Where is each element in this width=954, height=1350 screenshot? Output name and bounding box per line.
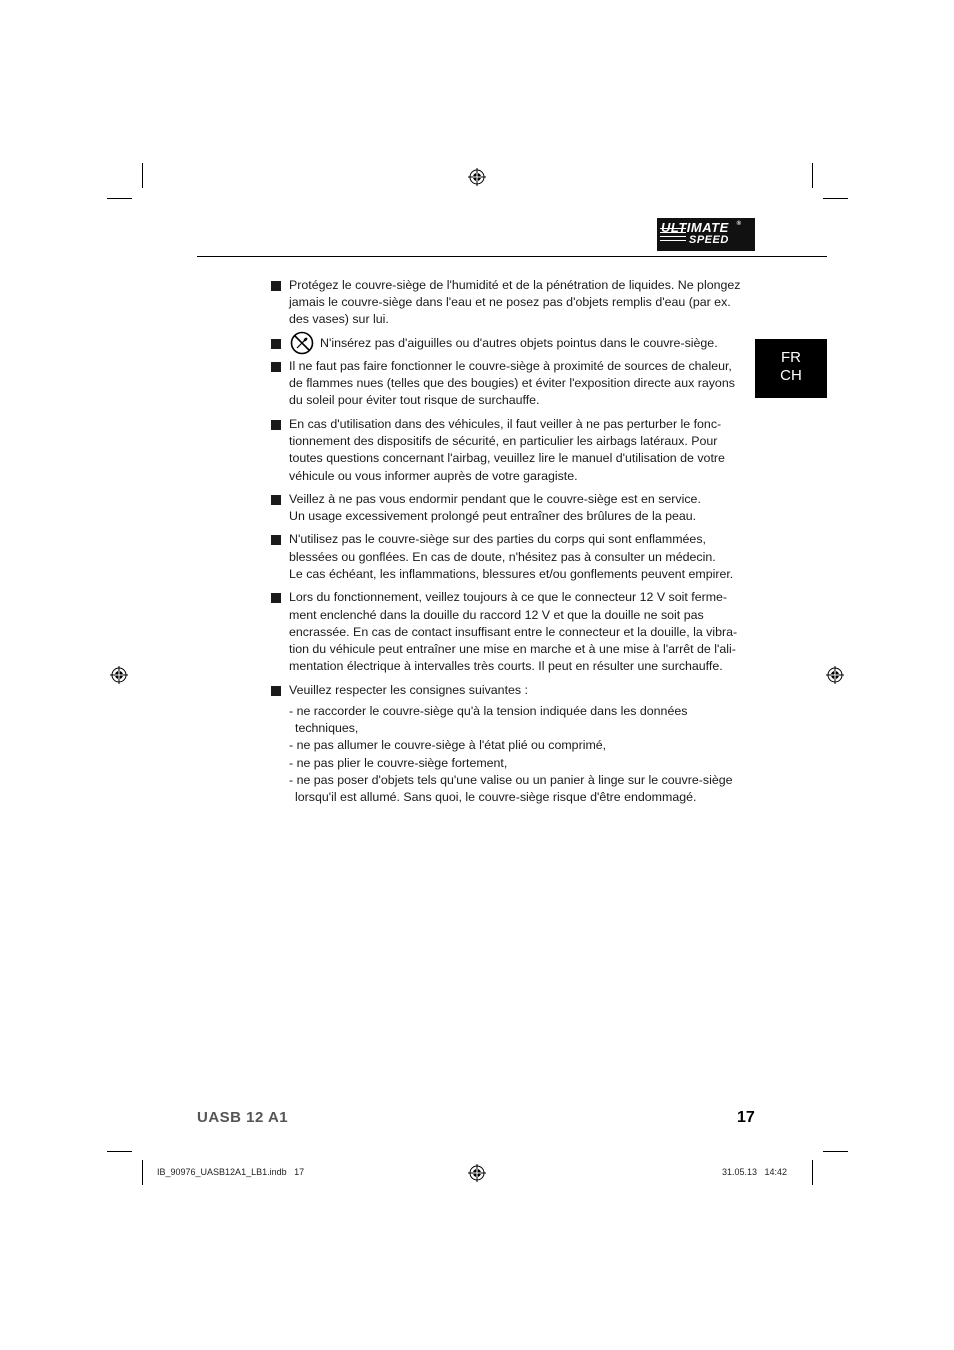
crop-mark	[812, 1160, 813, 1185]
crop-mark	[823, 1151, 848, 1152]
crop-mark	[823, 198, 848, 199]
registration-mark-icon	[110, 666, 128, 684]
language-tab	[755, 339, 827, 398]
brand-line1: ULTIMATE	[661, 220, 729, 235]
logo-stripe	[660, 240, 686, 241]
bullet-marker	[271, 339, 281, 349]
bullet-text-line: N'utilisez pas le couvre-siège sur des parties du corps qui sont enflammées,	[289, 532, 706, 546]
no-needle-icon	[290, 331, 314, 355]
bullet-marker	[271, 281, 281, 291]
bullet-text-line: Lors du fonctionnement, veillez toujours à ce que le connecteur 12 V soit ferme-	[289, 590, 728, 604]
page-number: 17	[737, 1109, 755, 1126]
logo-stripe	[660, 236, 686, 237]
bullet-text-line: de flammes nues (telles que des bougies) et éviter l'exposition directe aux rayons	[289, 376, 735, 390]
bullet-text-line: tionnement des dispositifs de sécurité, en particulier les airbags latéraux. Pour	[289, 434, 718, 448]
sub-item-line: lorsqu'il est allumé. Sans quoi, le couvre-siège risque d'être endommagé.	[295, 790, 697, 804]
bullet-text-line: des vases) sur lui.	[289, 312, 389, 326]
bullet-text-line: blessées ou gonflées. En cas de doute, n'hésitez pas à consulter un médecin.	[289, 550, 716, 564]
bullet-text-line: En cas d'utilisation dans des véhicules, il faut veiller à ne pas perturber le fonc-	[289, 417, 722, 431]
registration-mark-icon	[468, 168, 486, 186]
registration-mark-icon	[468, 1164, 486, 1182]
bullet-text-line: du soleil pour éviter tout risque de surchauffe.	[289, 393, 540, 407]
sub-item-line: - ne pas allumer le couvre-siège à l'état plié ou comprimé,	[289, 738, 607, 752]
crop-mark	[142, 1160, 143, 1185]
bullet-text-line: tion du véhicule peut entraîner une mise en marche et à une mise à l'arrêt de l'ali-	[289, 642, 736, 656]
print-slug-file: IB_90976_UASB12A1_LB1.indb 17	[157, 1167, 305, 1177]
language-tab-line1: FR	[781, 349, 801, 366]
bullet-text-line: Protégez le couvre-siège de l'humidité et de la pénétration de liquides. Ne plongez	[289, 278, 741, 292]
crop-mark	[107, 198, 132, 199]
print-slug-date: 31.05.13 14:42	[722, 1167, 788, 1177]
bullet-text-line: toutes questions concernant l'airbag, veuillez lire le manuel d'utilisation de votre	[289, 451, 725, 465]
sub-item-line: - ne raccorder le couvre-siège qu'à la tension indiquée dans les données	[289, 704, 688, 718]
crop-mark	[107, 1151, 132, 1152]
bullet-text-line: jamais le couvre-siège dans l'eau et ne posez pas d'objets remplis d'eau (par ex.	[289, 295, 731, 309]
bullet-marker	[271, 362, 281, 372]
sub-item-line: techniques,	[295, 721, 359, 735]
language-tab-line2: CH	[780, 367, 802, 384]
brand-registered: ®	[736, 221, 741, 227]
crop-mark	[142, 163, 143, 188]
bullet-text-line: Le cas échéant, les inflammations, blessures et/ou gonflements peuvent empirer.	[289, 567, 734, 581]
bullet-text-line: ment enclenché dans la douille du raccord 12 V et que la douille ne soit pas	[289, 608, 704, 622]
registration-mark-icon	[826, 666, 844, 684]
bullet-text-line: Veillez à ne pas vous endormir pendant que le couvre-siège est en service.	[289, 492, 701, 506]
bullet-text-line: encrassée. En cas de contact insuffisant entre le connecteur et la douille, la vibra-	[289, 625, 738, 639]
brand-logo	[657, 218, 755, 251]
header-rule	[197, 256, 827, 257]
bullet-marker	[271, 686, 281, 696]
brand-line2: SPEED	[689, 234, 729, 246]
bullet-marker	[271, 495, 281, 505]
sub-item-line: - ne pas poser d'objets tels qu'une valise ou un panier à linge sur le couvre-siège	[289, 773, 733, 787]
crop-mark	[812, 163, 813, 188]
bullet-marker	[271, 420, 281, 430]
bullet-text-line: N'insérez pas d'aiguilles ou d'autres objets pointus dans le couvre-siège.	[320, 336, 718, 350]
sub-item-line: - ne pas plier le couvre-siège fortement,	[289, 756, 508, 770]
bullet-marker	[271, 593, 281, 603]
bullet-text-line: Un usage excessivement prolongé peut entraîner des brûlures de la peau.	[289, 509, 697, 523]
bullet-text-line: mentation électrique à intervalles très courts. Il peut en résulter une surchauffe.	[289, 659, 723, 673]
model-number: UASB 12 A1	[197, 1109, 289, 1126]
bullet-text-line: Veuillez respecter les consignes suivantes :	[289, 683, 528, 697]
bullet-marker	[271, 535, 281, 545]
bullet-text-line: Il ne faut pas faire fonctionner le couvre-siège à proximité de sources de chaleur,	[289, 359, 732, 373]
bullet-text-line: véhicule ou vous informer auprès de votre garagiste.	[289, 469, 578, 483]
